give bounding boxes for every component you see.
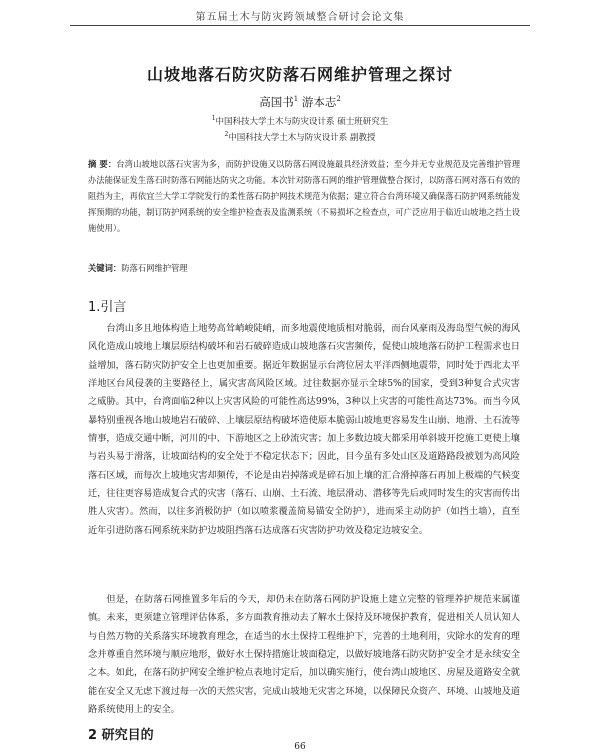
affiliation-text: 中国科技大学土木与防灾设计系 副教授 <box>228 133 376 143</box>
keywords <box>88 262 520 274</box>
body-paragraph: 台湾山多且地体构造上地势高耸峭峻陡峭，而多地震使地质相对脆弱，而台风豪雨及海岛型气候的海风风化造成山坡地上壤层原结构破坏和岩石破碎造成山坡地落石灾害频传，促使山坡地落石防护工程需求也日益增加，落石防灾防护安全上也更加重要。据近年数据显示台湾位居太平洋西侧地震带，同时处于西北太平洋地区台风侵袭的主要路径上，属灾害高风险区域。过往数据亦显示全球5%的国家，受到3种复合式灾害之威胁。其中，台湾面临2种以上灾害风险的可能性高达99%，3种以上灾害的可能性高达73%。而当今风暴特别重视各地山坡地岩石破碎、上壤层原结构破坏造使原本脆弱山坡地更容易发生山崩、地滑、土石流等情事，造成交通中断，河川的中、下游地区之上砂流灾害；加上多数边坡大都采用单斜坡开挖施工更使上壤与岩头易于滑落，让坡面结构的安全处于不稳定状态下；因此，目今虽有多处山区及道路路段被划为高风险落石区域，而每次上坡地灾害却频传，不论是由岩掉落或是碎石加上壤的汇合滑掉落石再加上极端的气候变迁，往往更容易造成复合式的灾害（落石、山崩、土石流、地层滑动、潜移等先后或同时发生的灾害而传出胜人灾害）。然而，以往多消极防护（如以喷浆覆盖简易锚安全防护），进而采主动防护（如挡土墙），直至近年引进防落石网系统来防护边坡阻挡落石达成落石灾害防护功效及稳定边坡安全。 <box>88 323 520 536</box>
keywords-text: 防落石网维护管理 <box>121 263 188 273</box>
abstract-text: 台湾山坡地以落石灾害为多，而防护设施又以防落石网设施最具经济效益；至今并无专业规范及完善维护管理办法能保证发生落石时防落石网能达防灾之功能。本次针对防落石网的维护管理做整合探讨，以防落石网对落石有效的阻挡为主，再依宜兰大学工学院发行的柔性落石防护网技术规范为依据；建立符合台湾环境又确保落石防护网系统能发挥预期的功能，制订防护网系统的安全维护检查表及监测系统（不易损坏之检查点，可广泛应用于临近山坡地之挡土设施使用）。 <box>88 159 520 233</box>
page-number: 66 <box>294 742 306 752</box>
author-mark: 2 <box>336 95 341 104</box>
affiliation <box>0 115 600 127</box>
author-name: 游本志 <box>301 95 337 109</box>
author-mark: 1 <box>293 95 299 104</box>
keywords-label: 关键词： <box>88 263 122 273</box>
running-header: 第五届土木与防灾跨领域整合研讨会论文集 <box>195 12 405 23</box>
affiliation-mark: 1 <box>211 115 216 123</box>
author-line <box>0 94 600 110</box>
section-heading-research-purpose: 2 研究目的 <box>88 728 154 743</box>
header-divider <box>70 25 530 26</box>
abstract-label: 摘 要： <box>88 159 117 169</box>
body-paragraph: 但是，在防落石网推置多年后的今天，却仍未在防落石网防护设施上建立完整的管理养护规范来属谨慎。未来，更须建立管理评估体系，多方面教育推动去了解水土保持及环境保护教育，促进相关人员认知人与自然万物的关系落实环境教育理念，在适当的水土保持工程维护下，完善的土地利用，灾除水的发育的理念并尊重自然环境与顺应地形，做好水土保持措施让坡面稳定，以做好坡地落石防灾防护安全才是永续安全之本。如此，在落石防护网安全维护检点表地讨定后，加以确实施行，使台湾山坡地区、房屋及道路安全就能在安全又无虑下渡过每一次的天然灾害，完成山坡地无灾害之环境，以保障民众资产、环境、山坡地及道路系统使用上的安全。 <box>88 594 520 716</box>
section-heading-introduction: 1.引言 <box>88 300 127 315</box>
paper-title: 山坡地落石防灾防落石网维护管理之探讨 <box>146 65 453 84</box>
affiliation-mark: 2 <box>224 131 229 139</box>
affiliation-text: 中国科技大学土木与防灾设计系 硕士班研究生 <box>215 117 389 127</box>
affiliation <box>0 131 600 143</box>
abstract <box>88 156 520 236</box>
author-name: 高国书 <box>259 95 294 109</box>
